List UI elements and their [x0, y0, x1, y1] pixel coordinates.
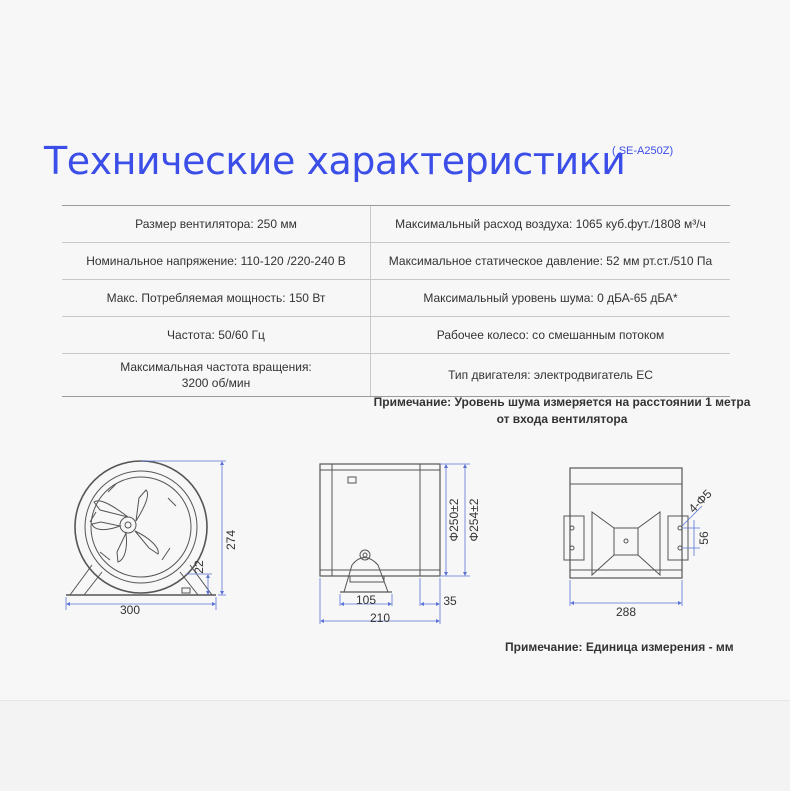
side-view-drawing [320, 464, 440, 592]
spec-fan-size: Размер вентилятора: 250 мм [62, 206, 371, 242]
front-height-label: 274 [224, 529, 238, 551]
noise-note: Примечание: Уровень шума измеряется на расстоянии 1 метра от входа вентилятора [373, 395, 751, 426]
top-view-drawing [564, 468, 688, 578]
top-spacing-label: 56 [697, 531, 711, 545]
side-outer-diameter-label: Φ254±2 [467, 498, 481, 542]
side-inner-diameter-label: Φ250±2 [447, 498, 461, 542]
spec-airflow: Максимальный расход воздуха: 1065 куб.фут./1808 м³/ч [395, 217, 706, 231]
spec-power: Макс. Потребляемая мощность: 150 Вт [62, 280, 371, 316]
top-length-label: 288 [615, 605, 637, 619]
spec-speed: Максимальная частота вращения: 3200 об/мин [62, 354, 371, 396]
spec-motor: Тип двигателя: электродвигатель EC [448, 368, 653, 382]
spec-noise: Максимальный уровень шума: 0 дБА-65 дБА* [423, 291, 678, 305]
page-title: Технические характеристики [44, 139, 626, 184]
side-bracket-label: 105 [355, 593, 377, 607]
side-collar-label: 35 [443, 594, 457, 608]
front-foot-label: 22 [192, 560, 206, 574]
spec-voltage: Номинальное напряжение: 110-120 /220-240 В [62, 243, 371, 279]
top-holes-label: 4-Φ5 [685, 486, 715, 516]
side-length-label: 210 [369, 611, 391, 625]
front-width-label: 300 [119, 603, 141, 617]
spec-impeller: Рабочее колесо: со смешанным потоком [436, 328, 665, 342]
model-code: ( SE-A250Z) [612, 145, 674, 157]
spec-frequency: Частота: 50/60 Гц [62, 317, 371, 353]
spec-pressure: Максимальное статическое давление: 52 мм рт.ст./510 Па [388, 254, 713, 268]
units-note: Примечание: Единица измерения - мм [505, 640, 734, 654]
